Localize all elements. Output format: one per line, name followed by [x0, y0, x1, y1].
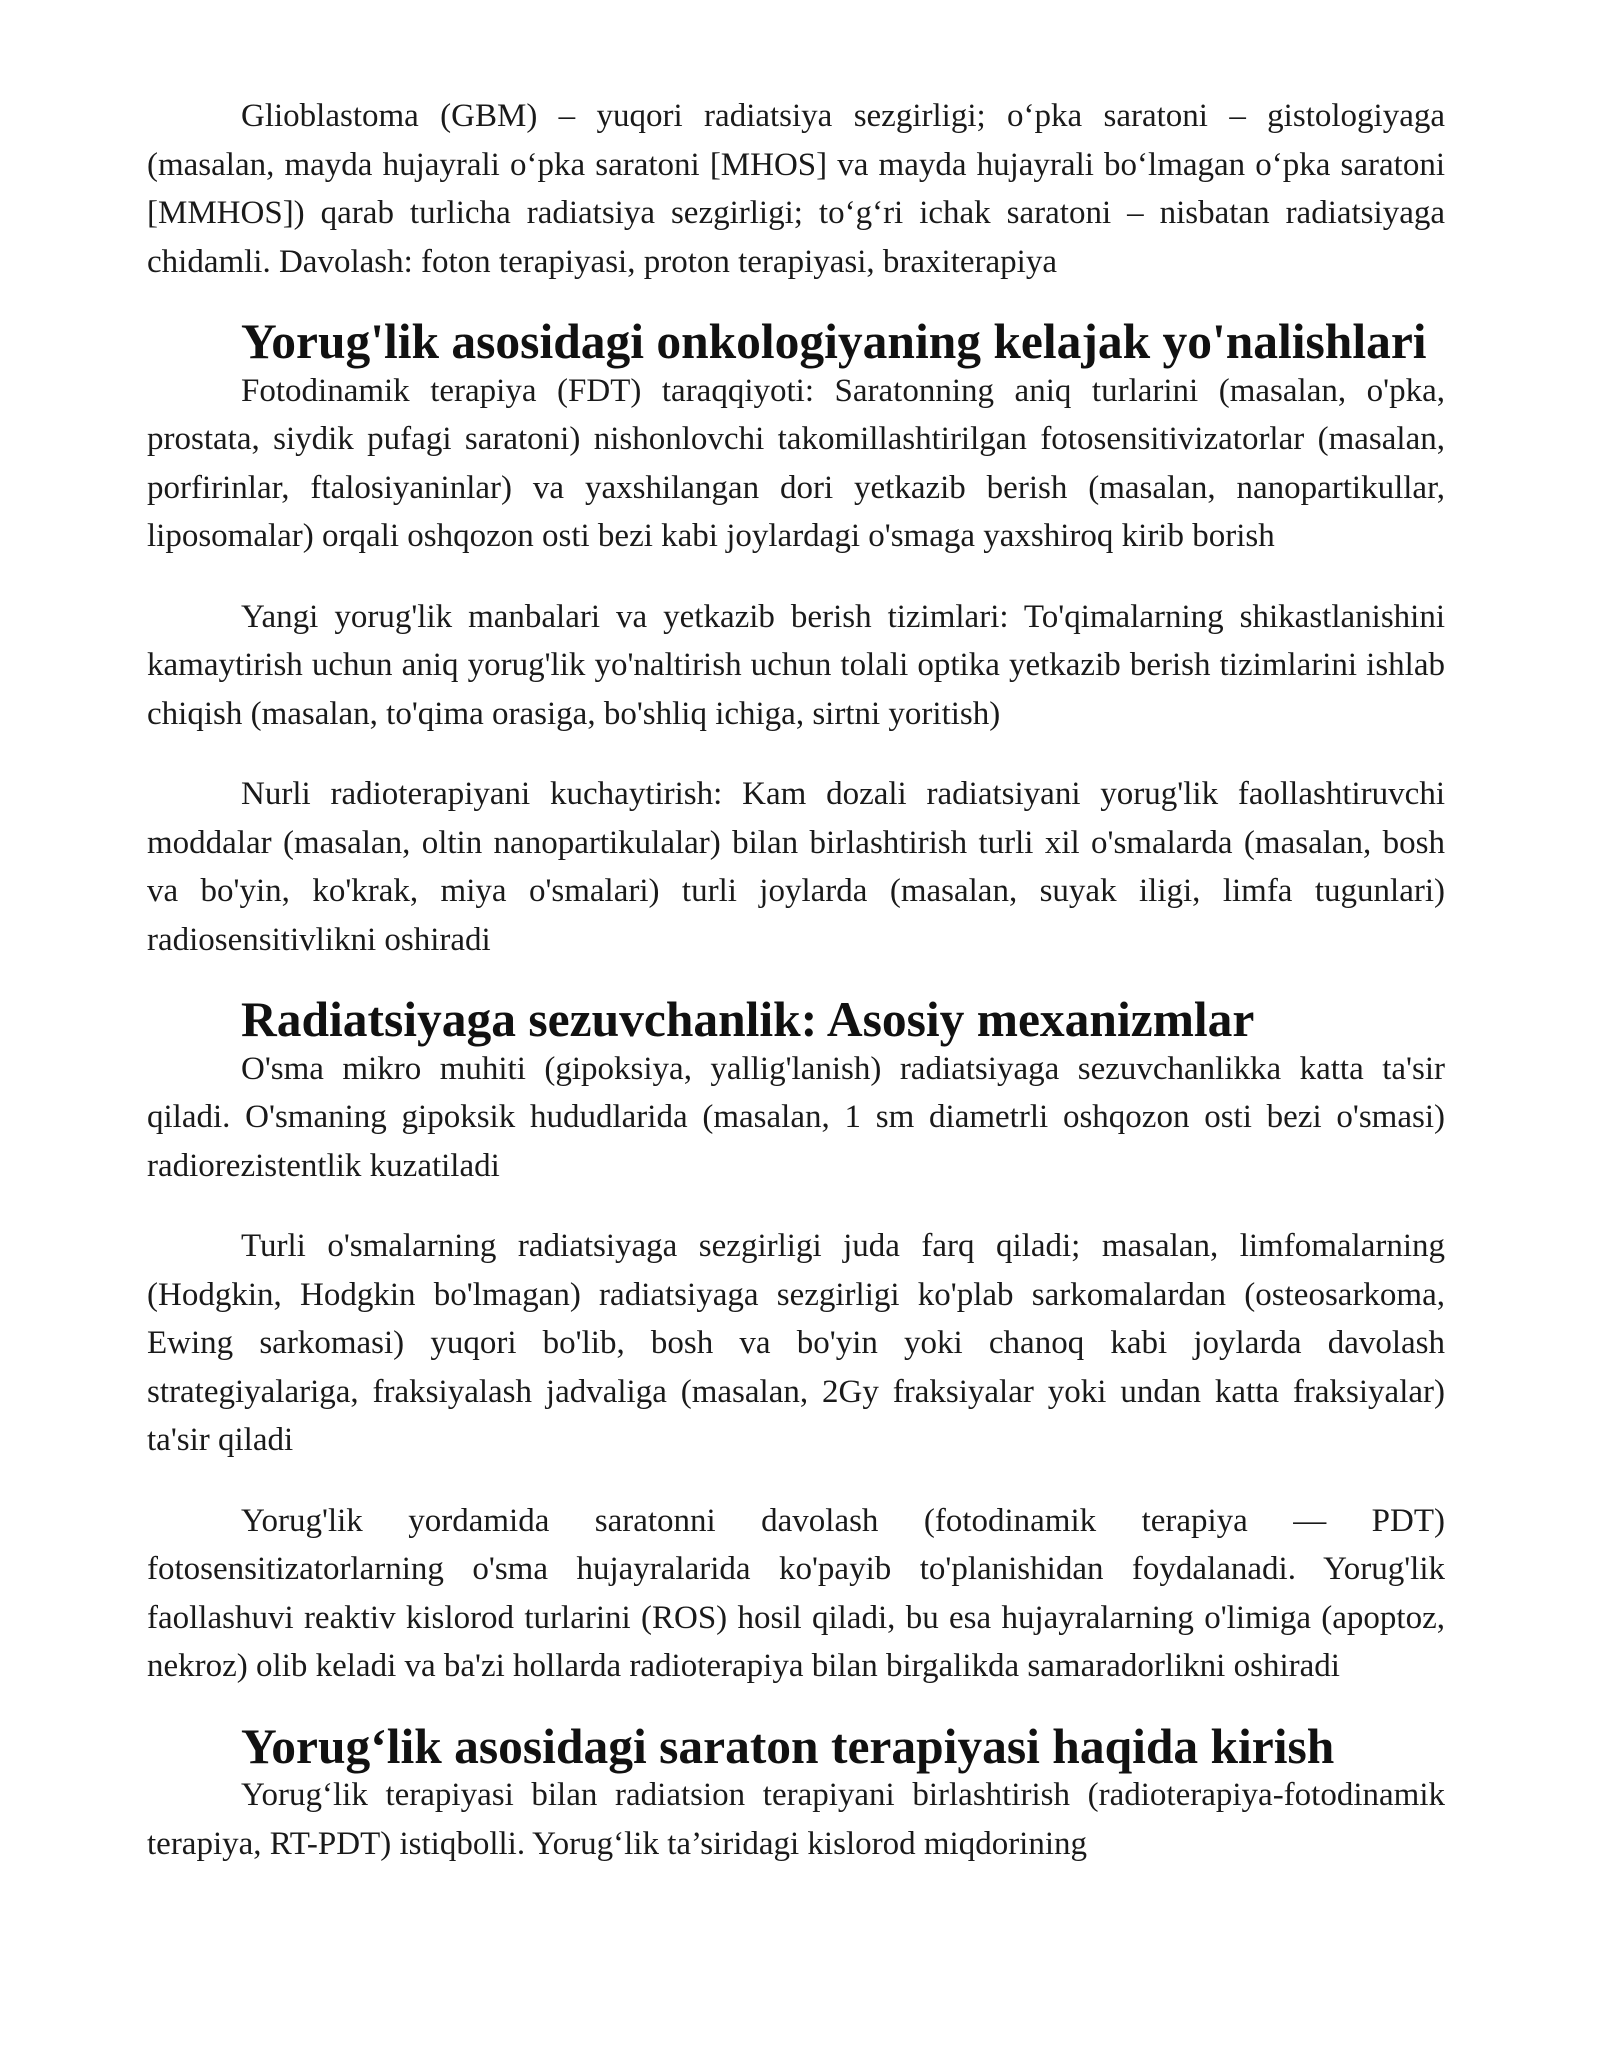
paragraph-pdt-mechanism: Yorug'lik yordamida saratonni davolash (fotodinamik terapiya — PDT) fotosensitizatorlarning o'sma hujayralarida ko'payib to'planishidan foydalanadi. Yorug'lik faollashuvi reaktiv kislorod turlarini (ROS) hosil qiladi, bu esa hujayralarning o'limiga (apoptoz, nekroz) olib keladi va ba'zi hollarda radioterapiya bilan birgalikda samaradorlikni oshiradi	[147, 1502, 1445, 1684]
document-page	[147, 92, 1445, 1868]
paragraph-radiotherapy-enhancement: Nurli radioterapiyani kuchaytirish: Kam dozali radiatsiyani yorug'lik faollashtiruvchi moddalar (masalan, oltin nanopartikulalar) bilan birlashtirish turli xil o'smalarda (masalan, bosh va bo'yin, ko'krak, miya o'smalari) turli joylarda (masalan, suyak iligi, limfa tugunlari) radiosensitivlikni oshiradi	[147, 776, 1445, 958]
paragraph-new-light-sources: Yangi yorug'lik manbalari va yetkazib berish tizimlari: To'qimalarning shikastlanishini kamaytirish uchun aniq yorug'lik yo'naltirish uchun tolali optika yetkazib berish tizimlarini ishlab chiqish (masalan, to'qima orasiga, bo'shliq ichiga, sirtni yoritish)	[147, 598, 1445, 732]
paragraph-pdt-progress: Fotodinamik terapiya (FDT) taraqqiyoti: Saratonning aniq turlarini (masalan, o'pka, prostata, siydik pufagi saratoni) nishonlovchi takomillashtirilgan fotosensitivizatorlar (masalan, porfirinlar, ftalosiyaninlar) va yaxshilangan dori yetkazib berish (masalan, nanopartikullar, liposomalar) orqali oshqozon osti bezi kabi joylardagi o'smaga yaxshiroq kirib borish	[147, 372, 1445, 554]
heading-light-oncology-future: Yorug'lik asosidagi onkologiyaning kelajak yo'nalishlari	[241, 314, 1427, 369]
paragraph-tumor-sensitivity-variation: Turli o'smalarning radiatsiyaga sezgirligi juda farq qiladi; masalan, limfomalarning (Hodgkin, Hodgkin bo'lmagan) radiatsiyaga sezgirligi ko'plab sarkomalardan (osteosarkoma, Ewing sarkomasi) yuqori bo'lib, bosh va bo'yin yoki chanoq kabi joylarda davolash strategiyalariga, fraksiyalash jadvaliga (masalan, 2Gy fraksiyalar yoki undan katta fraksiyalar) ta'sir qiladi	[147, 1228, 1445, 1458]
heading-light-therapy-intro: Yorug‘lik asosidagi saraton terapiyasi haqida kirish	[241, 1718, 1335, 1774]
paragraph-tumor-microenvironment: O'sma mikro muhiti (gipoksiya, yallig'lanish) radiatsiyaga sezuvchanlikka katta ta'sir qiladi. O'smaning gipoksik hududlarida (masalan, 1 sm diametrli oshqozon osti bezi o'smasi) radiorezistentlik kuzatiladi	[147, 1050, 1445, 1184]
heading-radiosensitivity-mechanisms: Radiatsiyaga sezuvchanlik: Asosiy mexanizmlar	[241, 992, 1255, 1047]
paragraph-glioblastoma: Glioblastoma (GBM) – yuqori radiatsiya sezgirligi; o‘pka saratoni – gistologiyaga (masalan, mayda hujayrali o‘pka saratoni [MHOS] va mayda hujayrali bo‘lmagan o‘pka saratoni [MMHOS]) qarab turlicha radiatsiya sezgirligi; to‘g‘ri ichak saratoni – nisbatan radiatsiyaga chidamli. Davolash: foton terapiyasi, proton terapiyasi, braxiterapiya	[147, 98, 1445, 280]
paragraph-rt-pdt-combination: Yorug‘lik terapiyasi bilan radiatsion terapiyani birlashtirish (radioterapiya-fotodinamik terapiya, RT-PDT) istiqbolli. Yorug‘lik ta’siridagi kislorod miqdorining	[147, 1777, 1445, 1862]
